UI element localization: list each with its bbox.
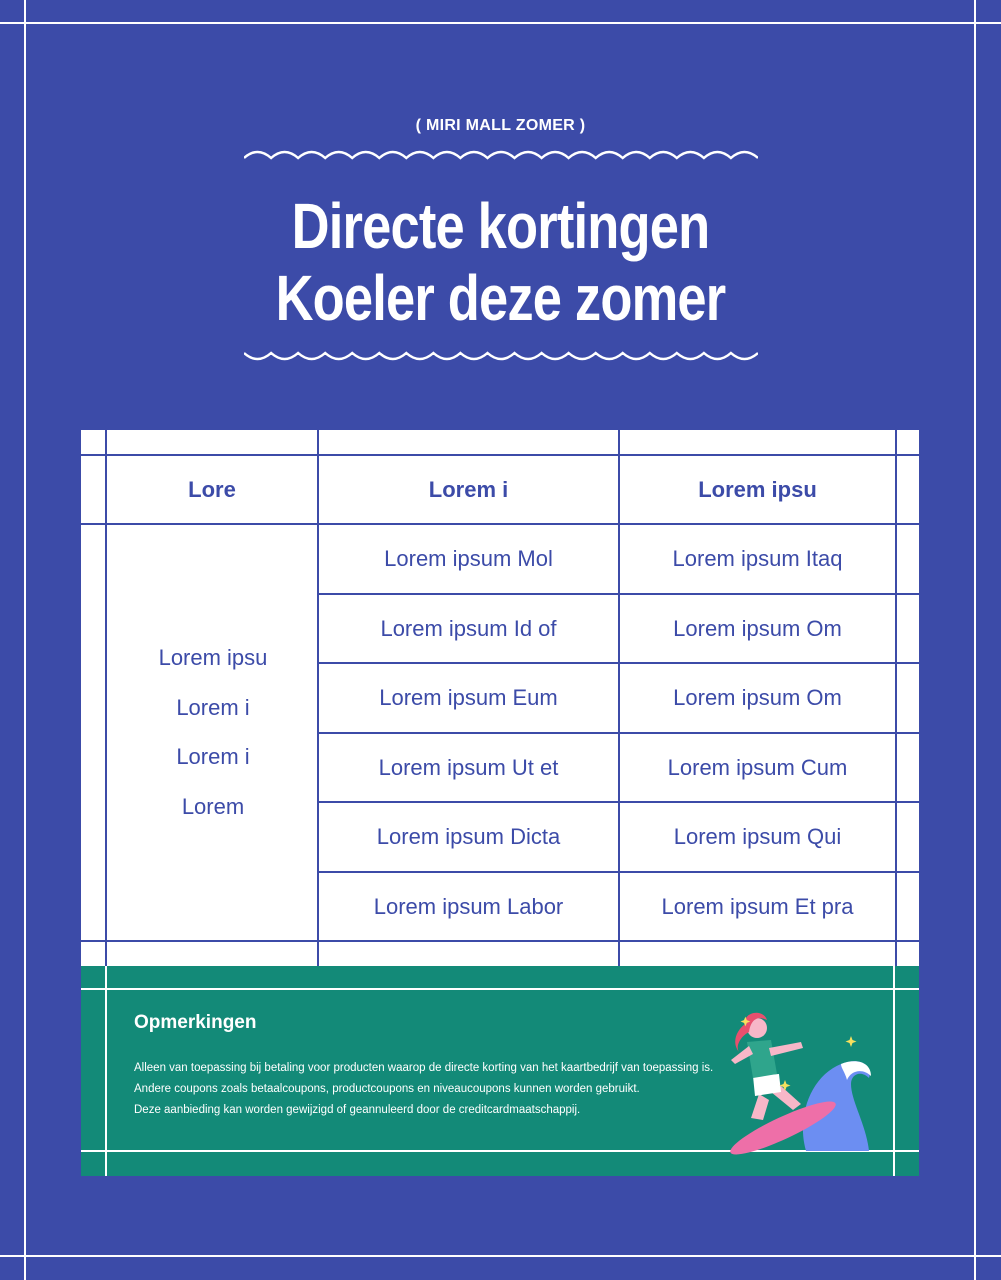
note-line: Deze aanbieding kan worden gewijzigd of geannuleerd door de creditcardmaatschappij. — [134, 1104, 581, 1116]
frame-line-right — [974, 0, 976, 1280]
table-cell: Lorem ipsum Qui — [673, 824, 842, 849]
table-header: Lorem ipsu — [698, 476, 817, 502]
table-cell: Lorem ipsum Eum — [379, 685, 558, 710]
table-cell: Lorem ipsum Ut et — [378, 754, 559, 780]
left-merged-cell — [107, 524, 319, 940]
grid-line — [81, 988, 919, 990]
table-cell: Lorem ipsum Om — [673, 615, 842, 641]
table-cell: Lorem ipsum Itaq — [672, 546, 843, 571]
frame-line-bottom — [0, 1255, 1001, 1257]
wave-divider-bottom — [244, 345, 758, 361]
table-cell: Lorem ipsum Cum — [667, 754, 848, 780]
notes-title: Opmerkingen — [134, 1012, 257, 1033]
note-line: Andere coupons zoals betaalcoupons, productcoupons en niveaucoupons kunnen worden gebruikt. — [134, 1083, 640, 1095]
list-item: Lorem — [181, 793, 245, 819]
wave-divider-top — [244, 150, 758, 166]
table-cell: Lorem ipsum Mol — [384, 546, 553, 571]
list-item: Lorem ipsu — [158, 645, 268, 670]
table-cell: Lorem ipsum Et pra — [661, 893, 854, 919]
table-cell: Lorem ipsum Id of — [380, 615, 557, 641]
title-line-2: Koeler deze zomer — [275, 262, 726, 334]
table-cell: Lorem ipsum Om — [673, 685, 842, 710]
list-item: Lorem i — [176, 744, 250, 769]
grid-line — [105, 966, 107, 1176]
notes-text — [134, 1058, 713, 1121]
table-cell: Lorem ipsum Dicta — [376, 824, 561, 849]
note-line: Alleen van toepassing bij betaling voor producten waarop de directe korting van het kaartbedrijf van toepassing is. — [134, 1062, 714, 1074]
frame-line-left — [24, 0, 26, 1280]
subtitle: ( MIRI MALL ZOMER ) — [415, 117, 586, 134]
table-cell: Lorem ipsum Labor — [373, 893, 564, 919]
title-line-1: Directe kortingen — [291, 190, 710, 262]
notes-panel — [81, 966, 919, 1176]
grid-line — [81, 940, 919, 942]
page-title — [90, 190, 911, 334]
discount-table — [81, 430, 919, 966]
grid-line — [895, 430, 897, 966]
list-item: Lorem i — [176, 694, 250, 720]
grid-line — [893, 966, 895, 1176]
surfer-on-wave-illustration — [701, 1006, 881, 1156]
table-header: Lore — [188, 476, 236, 502]
frame-line-top — [0, 22, 1001, 24]
table-header: Lorem i — [428, 476, 509, 502]
